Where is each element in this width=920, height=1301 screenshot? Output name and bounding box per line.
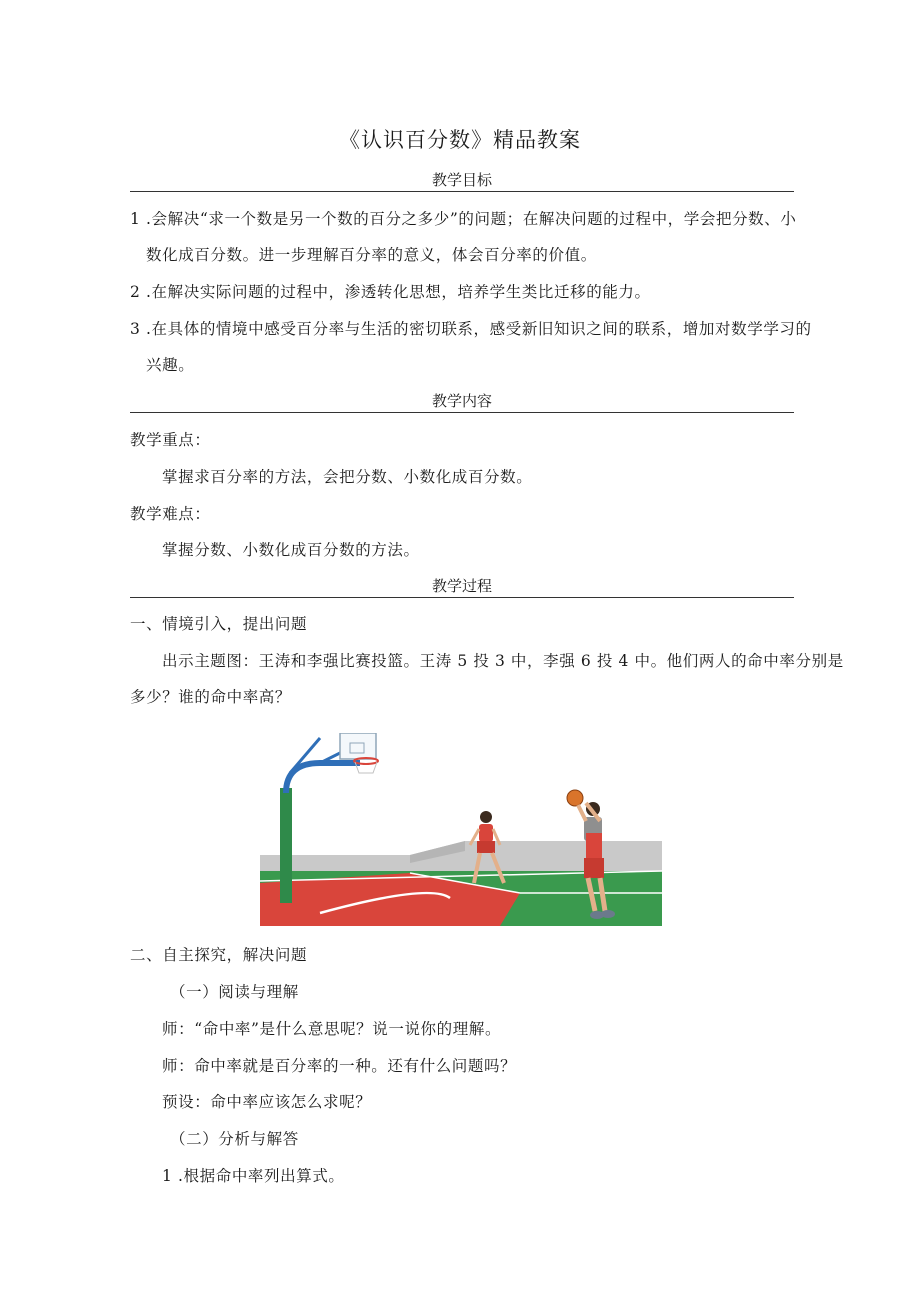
- part1-text-line2: 多少？谁的命中率高？: [130, 688, 292, 706]
- difficult-point-label: 教学难点：: [130, 505, 211, 523]
- section-heading-content: 教学内容: [431, 392, 492, 410]
- key-point-label: 教学重点：: [130, 431, 211, 449]
- objective-1-line1: 1 .会解决“求一个数是另一个数的百分之多少”的问题；在解决问题的过程中，学会把分数、小: [130, 210, 797, 228]
- step-1: 1 .根据命中率列出算式。: [162, 1167, 345, 1185]
- objective-1-line2: 数化成百分数。进一步理解百分率的意义，体会百分率的价值。: [146, 246, 597, 264]
- subsection-reading: （一）阅读与理解: [170, 983, 299, 1001]
- basketball-illustration: [260, 733, 662, 926]
- section-heading-objectives: 教学目标: [431, 171, 492, 189]
- difficult-point-text: 掌握分数、小数化成百分数的方法。: [162, 541, 420, 559]
- part2-title: 二、自主探究，解决问题: [130, 946, 308, 964]
- part1-text-line1: 出示主题图：王涛和李强比赛投篮。王涛 5 投 3 中，李强 6 投 4 中。他们两人的命中率分别是: [162, 652, 844, 670]
- dialogue-line-a: 师：“命中率”是什么意思呢？说一说你的理解。: [162, 1020, 502, 1038]
- page-title: 《认识百分数》精品教案: [339, 128, 581, 152]
- objective-3-line1: 3 .在具体的情境中感受百分率与生活的密切联系，感受新旧知识之间的联系，增加对数学学习的: [130, 320, 812, 338]
- objective-2: 2 .在解决实际问题的过程中，渗透转化思想，培养学生类比迁移的能力。: [130, 283, 651, 301]
- divider: [130, 412, 794, 413]
- objective-3-line2: 兴趣。: [146, 356, 195, 374]
- divider: [130, 191, 794, 192]
- section-heading-process: 教学过程: [431, 577, 492, 595]
- divider: [130, 597, 794, 598]
- part1-title: 一、情境引入，提出问题: [130, 615, 308, 633]
- key-point-text: 掌握求百分率的方法，会把分数、小数化成百分数。: [162, 468, 533, 486]
- subsection-analysis: （二）分析与解答: [170, 1130, 299, 1148]
- dialogue-line-b: 师：命中率就是百分率的一种。还有什么问题吗？: [162, 1057, 517, 1075]
- dialogue-line-c: 预设：命中率应该怎么求呢？: [162, 1093, 372, 1111]
